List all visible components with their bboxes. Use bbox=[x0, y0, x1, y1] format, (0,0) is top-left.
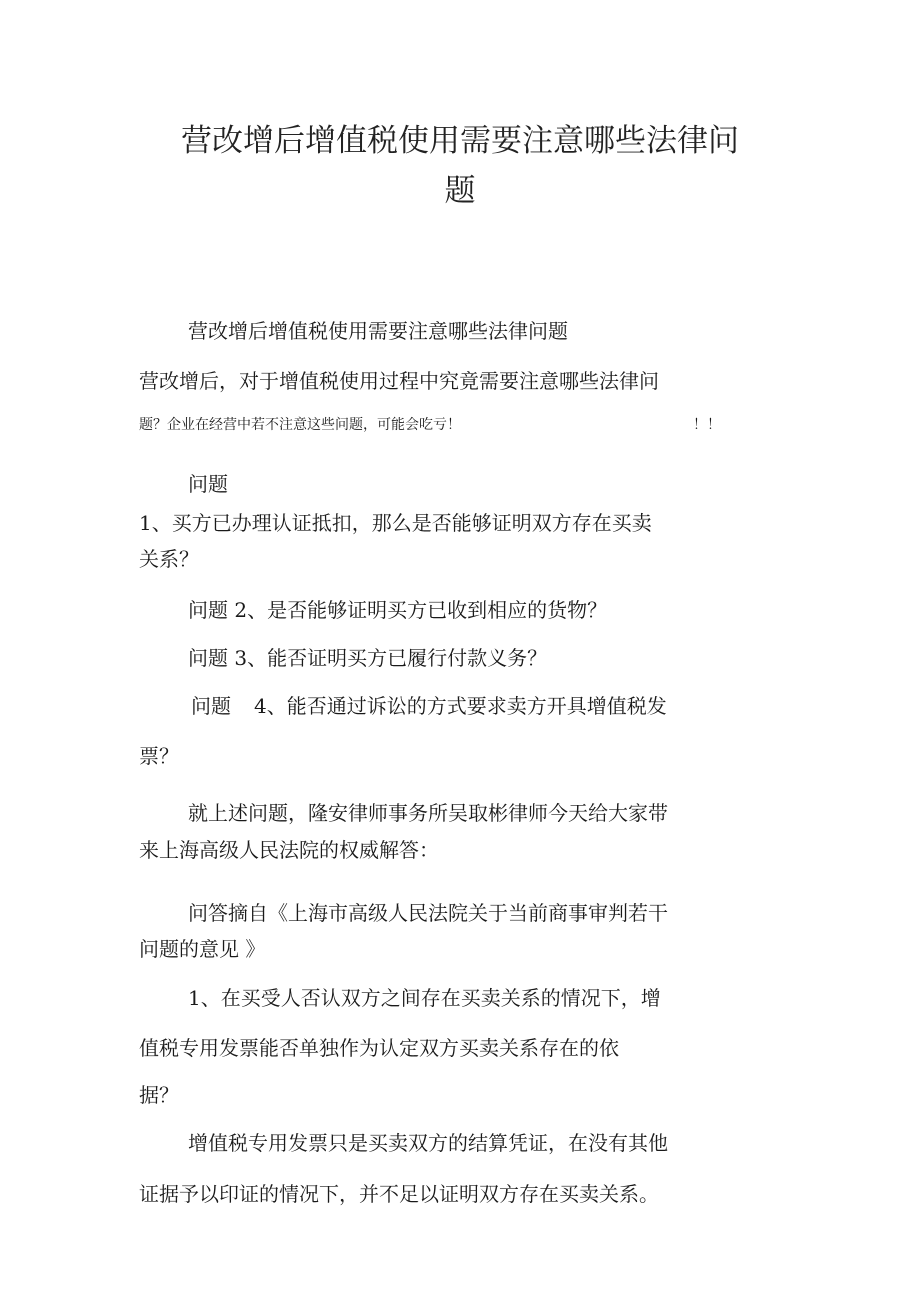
question-4-label: 问题 bbox=[191, 694, 231, 718]
question-1-line-2: 关系？ bbox=[139, 547, 199, 571]
intro-line-2-exclamations: ！！ bbox=[693, 417, 721, 433]
intro-line-2: 题？企业在经营中若不注意这些问题，可能会吃亏！ bbox=[139, 417, 461, 433]
question-1-line-1: 1、买方已办理认证抵扣，那么是否能够证明双方存在买卖 bbox=[139, 511, 652, 535]
item-1-line-2: 值税专用发票能否单独作为认定双方买卖关系存在的依 bbox=[139, 1036, 619, 1060]
question-2: 问题 2、是否能够证明买方已收到相应的货物？ bbox=[188, 598, 608, 622]
question-4-line-1: 4、能否通过诉讼的方式要求卖方开具增值税发 bbox=[254, 694, 667, 718]
item-1-line-3: 据？ bbox=[139, 1083, 179, 1107]
subtitle: 营改增后增值税使用需要注意哪些法律问题 bbox=[188, 319, 568, 343]
item-1-line-1: 1、在买受人否认双方之间存在买卖关系的情况下，增 bbox=[188, 986, 661, 1010]
question-label: 问题 bbox=[188, 472, 228, 496]
intro-line-1: 营改增后，对于增值税使用过程中究竟需要注意哪些法律问 bbox=[139, 369, 659, 393]
source-line-2: 问题的意见 》 bbox=[139, 937, 266, 961]
question-3: 问题 3、能否证明买方已履行付款义务？ bbox=[188, 646, 548, 670]
answer-intro-line-2: 来上海高级人民法院的权威解答： bbox=[139, 838, 439, 862]
question-4-line-2: 票？ bbox=[139, 744, 179, 768]
answer-intro-line-1: 就上述问题，隆安律师事务所吴取彬律师今天给大家带 bbox=[188, 801, 668, 825]
document-title-line-1: 营改增后增值税使用需要注意哪些法律问 bbox=[181, 123, 739, 159]
document-title-line-2: 题 bbox=[444, 173, 476, 209]
source-line-1: 问答摘自《上海市高级人民法院关于当前商事审判若干 bbox=[188, 901, 668, 925]
answer-1-line-1: 增值税专用发票只是买卖双方的结算凭证，在没有其他 bbox=[188, 1131, 668, 1155]
answer-1-line-2: 证据予以印证的情况下，并不足以证明双方存在买卖关系。 bbox=[139, 1182, 659, 1206]
